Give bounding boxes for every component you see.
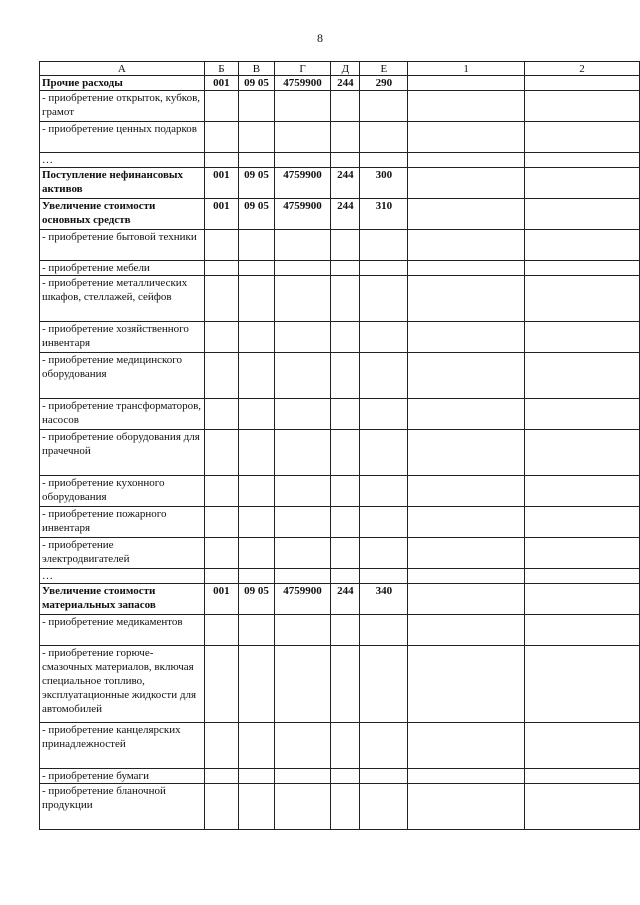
cell-v bbox=[239, 230, 275, 261]
cell-c2 bbox=[525, 276, 640, 322]
cell-v bbox=[239, 153, 275, 168]
cell-d bbox=[331, 646, 360, 723]
row-description: - приобретение кухонного оборудования bbox=[40, 476, 205, 507]
table-row bbox=[40, 723, 640, 769]
cell-e bbox=[360, 538, 408, 569]
cell-v bbox=[239, 91, 275, 122]
cell-b: 001 bbox=[204, 76, 238, 91]
cell-b bbox=[204, 615, 238, 646]
cell-b bbox=[204, 569, 238, 584]
row-description: - приобретение трансформаторов, насосов bbox=[40, 399, 205, 430]
cell-g bbox=[274, 153, 330, 168]
cell-v bbox=[239, 430, 275, 476]
table-row bbox=[40, 353, 640, 399]
cell-g bbox=[274, 723, 330, 769]
cell-d bbox=[331, 476, 360, 507]
cell-c2 bbox=[525, 569, 640, 584]
cell-b bbox=[204, 646, 238, 723]
cell-v bbox=[239, 476, 275, 507]
cell-e bbox=[360, 322, 408, 353]
cell-c1 bbox=[408, 261, 525, 276]
cell-c1 bbox=[408, 168, 525, 199]
cell-g bbox=[274, 784, 330, 830]
cell-c1 bbox=[408, 723, 525, 769]
cell-b bbox=[204, 538, 238, 569]
cell-e bbox=[360, 569, 408, 584]
cell-d bbox=[331, 569, 360, 584]
row-description: … bbox=[40, 153, 205, 168]
cell-c1 bbox=[408, 322, 525, 353]
cell-c2 bbox=[525, 399, 640, 430]
column-header: Д bbox=[331, 62, 360, 76]
cell-v bbox=[239, 769, 275, 784]
cell-b bbox=[204, 723, 238, 769]
cell-v bbox=[239, 399, 275, 430]
row-description: - приобретение пожарного инвентаря bbox=[40, 507, 205, 538]
cell-g bbox=[274, 538, 330, 569]
cell-b bbox=[204, 399, 238, 430]
cell-v bbox=[239, 646, 275, 723]
page-number: 8 bbox=[317, 31, 323, 45]
budget-table bbox=[39, 61, 640, 830]
cell-b bbox=[204, 122, 238, 153]
cell-d bbox=[331, 507, 360, 538]
row-description: - приобретение оборудования для прачечной bbox=[40, 430, 205, 476]
table-row bbox=[40, 276, 640, 322]
cell-v bbox=[239, 784, 275, 830]
cell-c2 bbox=[525, 615, 640, 646]
column-header: В bbox=[239, 62, 275, 76]
cell-g bbox=[274, 276, 330, 322]
row-description: - приобретение электродвигателей bbox=[40, 538, 205, 569]
cell-g bbox=[274, 322, 330, 353]
cell-v bbox=[239, 507, 275, 538]
cell-g bbox=[274, 230, 330, 261]
table-row bbox=[40, 322, 640, 353]
cell-b: 001 bbox=[204, 168, 238, 199]
cell-v bbox=[239, 615, 275, 646]
cell-c1 bbox=[408, 230, 525, 261]
cell-c2 bbox=[525, 353, 640, 399]
row-description: - приобретение канцелярских принадлежностей bbox=[40, 723, 205, 769]
cell-d bbox=[331, 723, 360, 769]
cell-e bbox=[360, 230, 408, 261]
cell-v: 09 05 bbox=[239, 168, 275, 199]
row-description: - приобретение медицинского оборудования bbox=[40, 353, 205, 399]
table-row bbox=[40, 507, 640, 538]
table-row bbox=[40, 769, 640, 784]
cell-e: 300 bbox=[360, 168, 408, 199]
cell-b bbox=[204, 430, 238, 476]
cell-c1 bbox=[408, 584, 525, 615]
cell-e bbox=[360, 430, 408, 476]
cell-d bbox=[331, 261, 360, 276]
column-header: Б bbox=[204, 62, 238, 76]
cell-c1 bbox=[408, 199, 525, 230]
table-row bbox=[40, 399, 640, 430]
table-row bbox=[40, 538, 640, 569]
cell-d bbox=[331, 399, 360, 430]
cell-c2 bbox=[525, 784, 640, 830]
cell-e bbox=[360, 769, 408, 784]
row-description: - приобретение медикаментов bbox=[40, 615, 205, 646]
cell-b bbox=[204, 276, 238, 322]
cell-g: 4759900 bbox=[274, 76, 330, 91]
cell-c2 bbox=[525, 122, 640, 153]
row-description: - приобретение металлических шкафов, стеллажей, сейфов bbox=[40, 276, 205, 322]
cell-g bbox=[274, 430, 330, 476]
table-body bbox=[40, 76, 640, 830]
cell-c2 bbox=[525, 168, 640, 199]
cell-v bbox=[239, 322, 275, 353]
table-row bbox=[40, 569, 640, 584]
table-row bbox=[40, 261, 640, 276]
cell-c2 bbox=[525, 261, 640, 276]
cell-c1 bbox=[408, 615, 525, 646]
cell-c1 bbox=[408, 769, 525, 784]
cell-b bbox=[204, 91, 238, 122]
cell-e bbox=[360, 784, 408, 830]
row-description: Прочие расходы bbox=[40, 76, 205, 91]
column-header: Е bbox=[360, 62, 408, 76]
cell-b bbox=[204, 261, 238, 276]
cell-c2 bbox=[525, 430, 640, 476]
table-row bbox=[40, 430, 640, 476]
cell-d bbox=[331, 91, 360, 122]
cell-b bbox=[204, 230, 238, 261]
cell-c1 bbox=[408, 646, 525, 723]
cell-d bbox=[331, 230, 360, 261]
cell-g bbox=[274, 353, 330, 399]
cell-c2 bbox=[525, 322, 640, 353]
table-row bbox=[40, 168, 640, 199]
cell-c2 bbox=[525, 646, 640, 723]
column-header: 1 bbox=[408, 62, 525, 76]
cell-e: 290 bbox=[360, 76, 408, 91]
row-description: - приобретение мебели bbox=[40, 261, 205, 276]
cell-e bbox=[360, 646, 408, 723]
cell-c1 bbox=[408, 538, 525, 569]
cell-e: 310 bbox=[360, 199, 408, 230]
table-row bbox=[40, 76, 640, 91]
cell-c1 bbox=[408, 122, 525, 153]
cell-d bbox=[331, 538, 360, 569]
cell-d bbox=[331, 322, 360, 353]
cell-e bbox=[360, 276, 408, 322]
cell-d bbox=[331, 615, 360, 646]
cell-b: 001 bbox=[204, 584, 238, 615]
cell-c1 bbox=[408, 353, 525, 399]
cell-c2 bbox=[525, 230, 640, 261]
cell-c1 bbox=[408, 153, 525, 168]
table-row bbox=[40, 122, 640, 153]
table-row bbox=[40, 230, 640, 261]
table-row bbox=[40, 153, 640, 168]
cell-e bbox=[360, 122, 408, 153]
cell-c1 bbox=[408, 399, 525, 430]
cell-e bbox=[360, 476, 408, 507]
table-row bbox=[40, 584, 640, 615]
cell-c1 bbox=[408, 569, 525, 584]
cell-g bbox=[274, 507, 330, 538]
cell-d bbox=[331, 122, 360, 153]
cell-e bbox=[360, 153, 408, 168]
cell-g bbox=[274, 476, 330, 507]
row-description: Поступление нефинансовых активов bbox=[40, 168, 205, 199]
cell-e bbox=[360, 353, 408, 399]
header-row bbox=[40, 62, 640, 76]
table-row bbox=[40, 615, 640, 646]
row-description: - приобретение хозяйственного инвентаря bbox=[40, 322, 205, 353]
cell-c2 bbox=[525, 76, 640, 91]
cell-g bbox=[274, 91, 330, 122]
row-description: Увеличение стоимости основных средств bbox=[40, 199, 205, 230]
column-header: А bbox=[40, 62, 205, 76]
table-row bbox=[40, 646, 640, 723]
cell-d bbox=[331, 153, 360, 168]
cell-d bbox=[331, 769, 360, 784]
row-description: - приобретение бумаги bbox=[40, 769, 205, 784]
cell-v bbox=[239, 569, 275, 584]
row-description: Увеличение стоимости материальных запасов bbox=[40, 584, 205, 615]
cell-g: 4759900 bbox=[274, 584, 330, 615]
cell-v: 09 05 bbox=[239, 76, 275, 91]
cell-c2 bbox=[525, 91, 640, 122]
cell-d: 244 bbox=[331, 168, 360, 199]
table-row bbox=[40, 91, 640, 122]
row-description: - приобретение горюче-смазочных материалов, включая специальное топливо, эксплуатационные жидкости для автомобилей bbox=[40, 646, 205, 723]
cell-g: 4759900 bbox=[274, 199, 330, 230]
cell-e bbox=[360, 723, 408, 769]
cell-c2 bbox=[525, 199, 640, 230]
cell-b: 001 bbox=[204, 199, 238, 230]
cell-g bbox=[274, 399, 330, 430]
cell-b bbox=[204, 769, 238, 784]
cell-d bbox=[331, 353, 360, 399]
cell-c2 bbox=[525, 507, 640, 538]
cell-v bbox=[239, 261, 275, 276]
table-row bbox=[40, 784, 640, 830]
cell-c2 bbox=[525, 476, 640, 507]
cell-b bbox=[204, 353, 238, 399]
cell-b bbox=[204, 322, 238, 353]
cell-g bbox=[274, 646, 330, 723]
cell-g bbox=[274, 261, 330, 276]
column-header: 2 bbox=[525, 62, 640, 76]
row-description: - приобретение ценных подарков bbox=[40, 122, 205, 153]
row-description: - приобретение открыток, кубков, грамот bbox=[40, 91, 205, 122]
cell-e bbox=[360, 91, 408, 122]
cell-b bbox=[204, 784, 238, 830]
cell-d bbox=[331, 430, 360, 476]
cell-g bbox=[274, 569, 330, 584]
cell-d bbox=[331, 784, 360, 830]
cell-g: 4759900 bbox=[274, 168, 330, 199]
cell-b bbox=[204, 507, 238, 538]
cell-v bbox=[239, 122, 275, 153]
table-row bbox=[40, 199, 640, 230]
row-description: … bbox=[40, 569, 205, 584]
cell-d: 244 bbox=[331, 199, 360, 230]
column-header: Г bbox=[274, 62, 330, 76]
cell-e bbox=[360, 507, 408, 538]
cell-g bbox=[274, 769, 330, 784]
cell-b bbox=[204, 476, 238, 507]
cell-e: 340 bbox=[360, 584, 408, 615]
cell-d: 244 bbox=[331, 584, 360, 615]
cell-g bbox=[274, 122, 330, 153]
cell-c2 bbox=[525, 538, 640, 569]
cell-c1 bbox=[408, 784, 525, 830]
cell-v bbox=[239, 353, 275, 399]
cell-e bbox=[360, 399, 408, 430]
cell-c1 bbox=[408, 507, 525, 538]
cell-v: 09 05 bbox=[239, 199, 275, 230]
cell-d bbox=[331, 276, 360, 322]
cell-v bbox=[239, 723, 275, 769]
row-description: - приобретение бытовой техники bbox=[40, 230, 205, 261]
cell-v: 09 05 bbox=[239, 584, 275, 615]
cell-e bbox=[360, 615, 408, 646]
cell-c2 bbox=[525, 584, 640, 615]
cell-v bbox=[239, 276, 275, 322]
cell-b bbox=[204, 153, 238, 168]
cell-d: 244 bbox=[331, 76, 360, 91]
cell-c1 bbox=[408, 476, 525, 507]
cell-e bbox=[360, 261, 408, 276]
table-row bbox=[40, 476, 640, 507]
row-description: - приобретение бланочной продукции bbox=[40, 784, 205, 830]
cell-c1 bbox=[408, 91, 525, 122]
cell-g bbox=[274, 615, 330, 646]
cell-c2 bbox=[525, 153, 640, 168]
cell-c2 bbox=[525, 723, 640, 769]
cell-c1 bbox=[408, 76, 525, 91]
cell-c2 bbox=[525, 769, 640, 784]
cell-c1 bbox=[408, 430, 525, 476]
cell-c1 bbox=[408, 276, 525, 322]
cell-v bbox=[239, 538, 275, 569]
